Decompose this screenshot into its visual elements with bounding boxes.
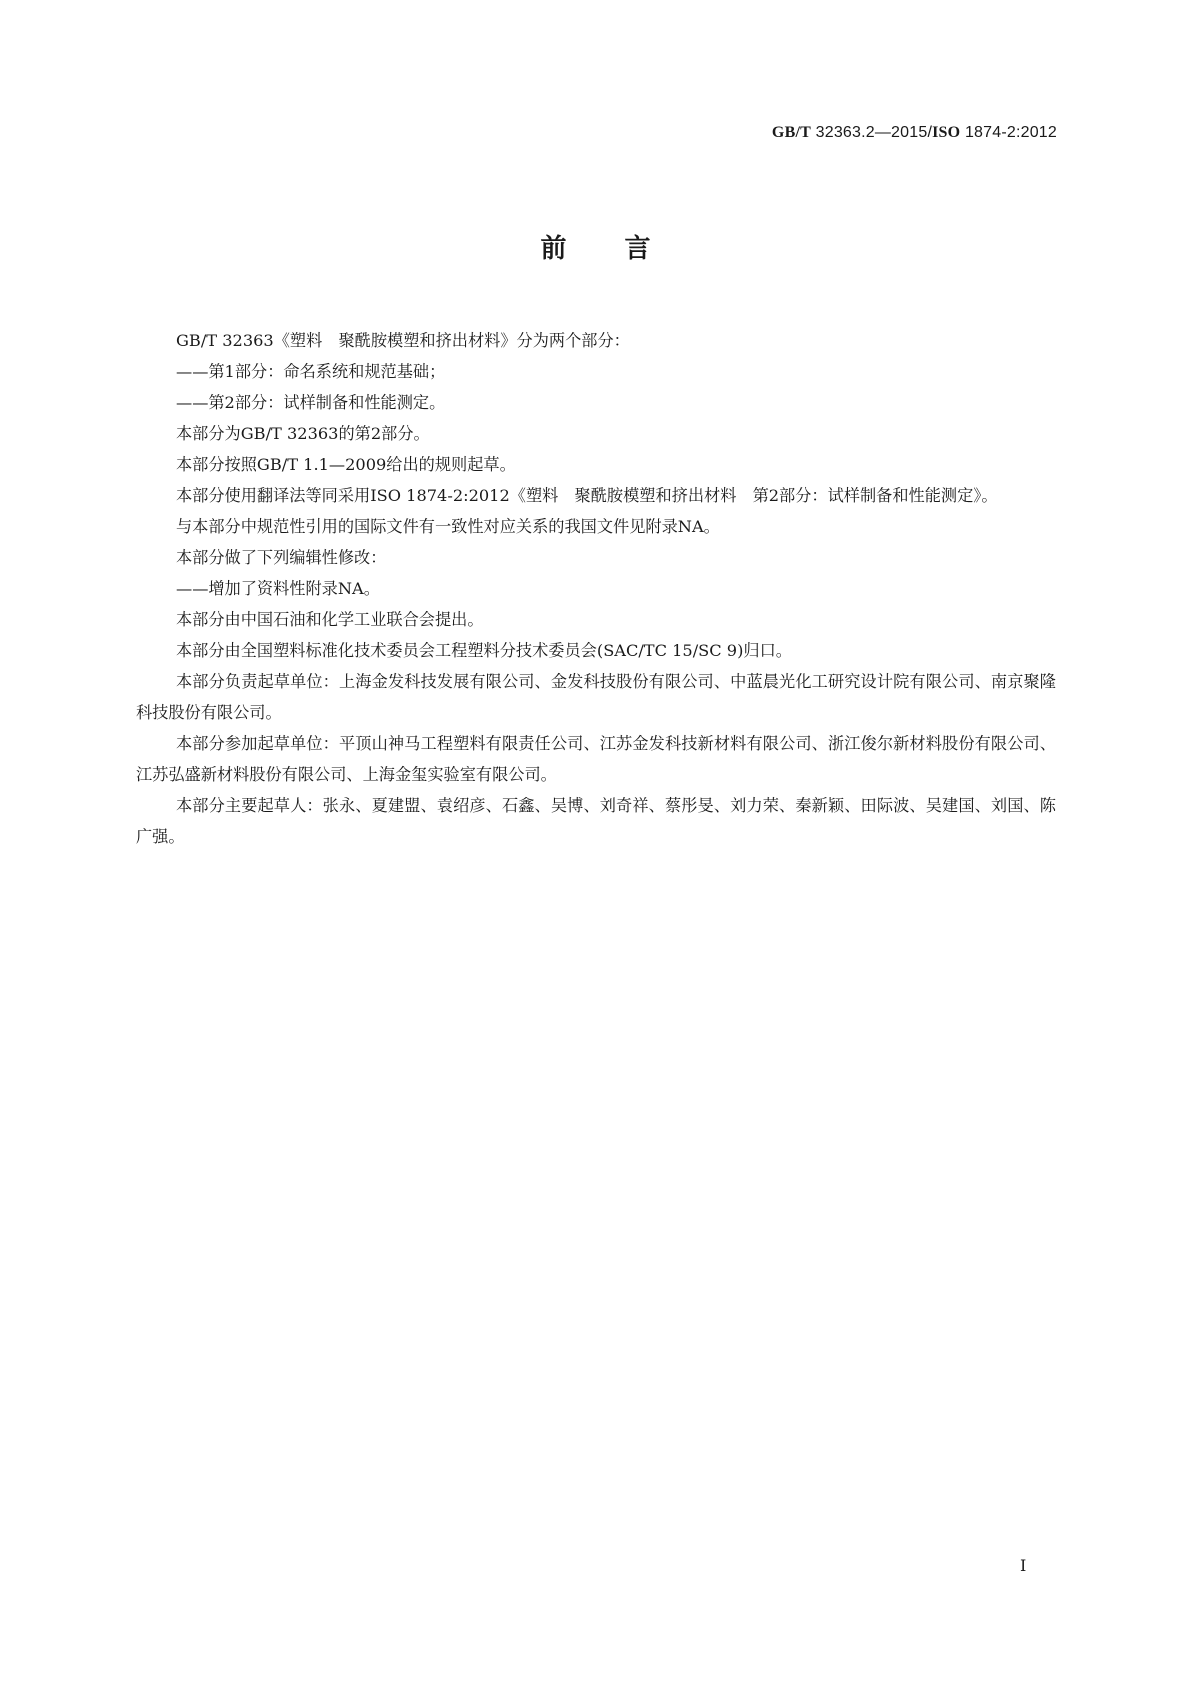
foreword-body bbox=[136, 325, 1056, 852]
document-code bbox=[772, 124, 1057, 142]
list-item: ——第1部分：命名系统和规范基础； bbox=[176, 362, 446, 381]
paragraph: 本部分由全国塑料标准化技术委员会工程塑料分技术委员会(SAC/TC 15/SC 9)归口。 bbox=[176, 641, 792, 660]
code-iso-number: 1874-2:2012 bbox=[964, 124, 1057, 141]
list-item: ——增加了资料性附录NA。 bbox=[176, 579, 380, 598]
paragraph: 本部分主要起草人：张永、夏建盟、袁绍彦、石鑫、吴博、刘奇祥、蔡彤旻、刘力荣、秦新颖、田际波、吴建国、刘国、陈广强。 bbox=[136, 796, 1056, 846]
paragraph: 本部分使用翻译法等同采用ISO 1874-2:2012《塑料 聚酰胺模塑和挤出材料 第2部分：试样制备和性能测定》。 bbox=[176, 486, 998, 505]
paragraph: 本部分按照GB/T 1.1—2009给出的规则起草。 bbox=[176, 455, 516, 474]
paragraph: 本部分为GB/T 32363的第2部分。 bbox=[176, 424, 430, 443]
paragraph: 本部分参加起草单位：平顶山神马工程塑料有限责任公司、江苏金发科技新材料有限公司、浙江俊尔新材料股份有限公司、江苏弘盛新材料股份有限公司、上海金玺实验室有限公司。 bbox=[136, 734, 1056, 784]
list-item: ——第2部分：试样制备和性能测定。 bbox=[176, 393, 446, 412]
code-iso: ISO bbox=[932, 124, 961, 141]
paragraph: 本部分做了下列编辑性修改： bbox=[176, 548, 387, 567]
paragraph: 本部分由中国石油和化学工业联合会提出。 bbox=[176, 610, 484, 629]
page-number: I bbox=[1020, 1556, 1027, 1575]
code-number: 32363.2—2015/ bbox=[815, 124, 933, 141]
code-prefix: GB/T bbox=[771, 124, 811, 141]
paragraph: 本部分负责起草单位：上海金发科技发展有限公司、金发科技股份有限公司、中蓝晨光化工研究设计院有限公司、南京聚隆科技股份有限公司。 bbox=[136, 672, 1056, 722]
paragraph: GB/T 32363《塑料 聚酰胺模塑和挤出材料》分为两个部分： bbox=[176, 331, 630, 350]
paragraph: 与本部分中规范性引用的国际文件有一致性对应关系的我国文件见附录NA。 bbox=[176, 517, 720, 536]
page-title: 前言 bbox=[540, 234, 709, 264]
